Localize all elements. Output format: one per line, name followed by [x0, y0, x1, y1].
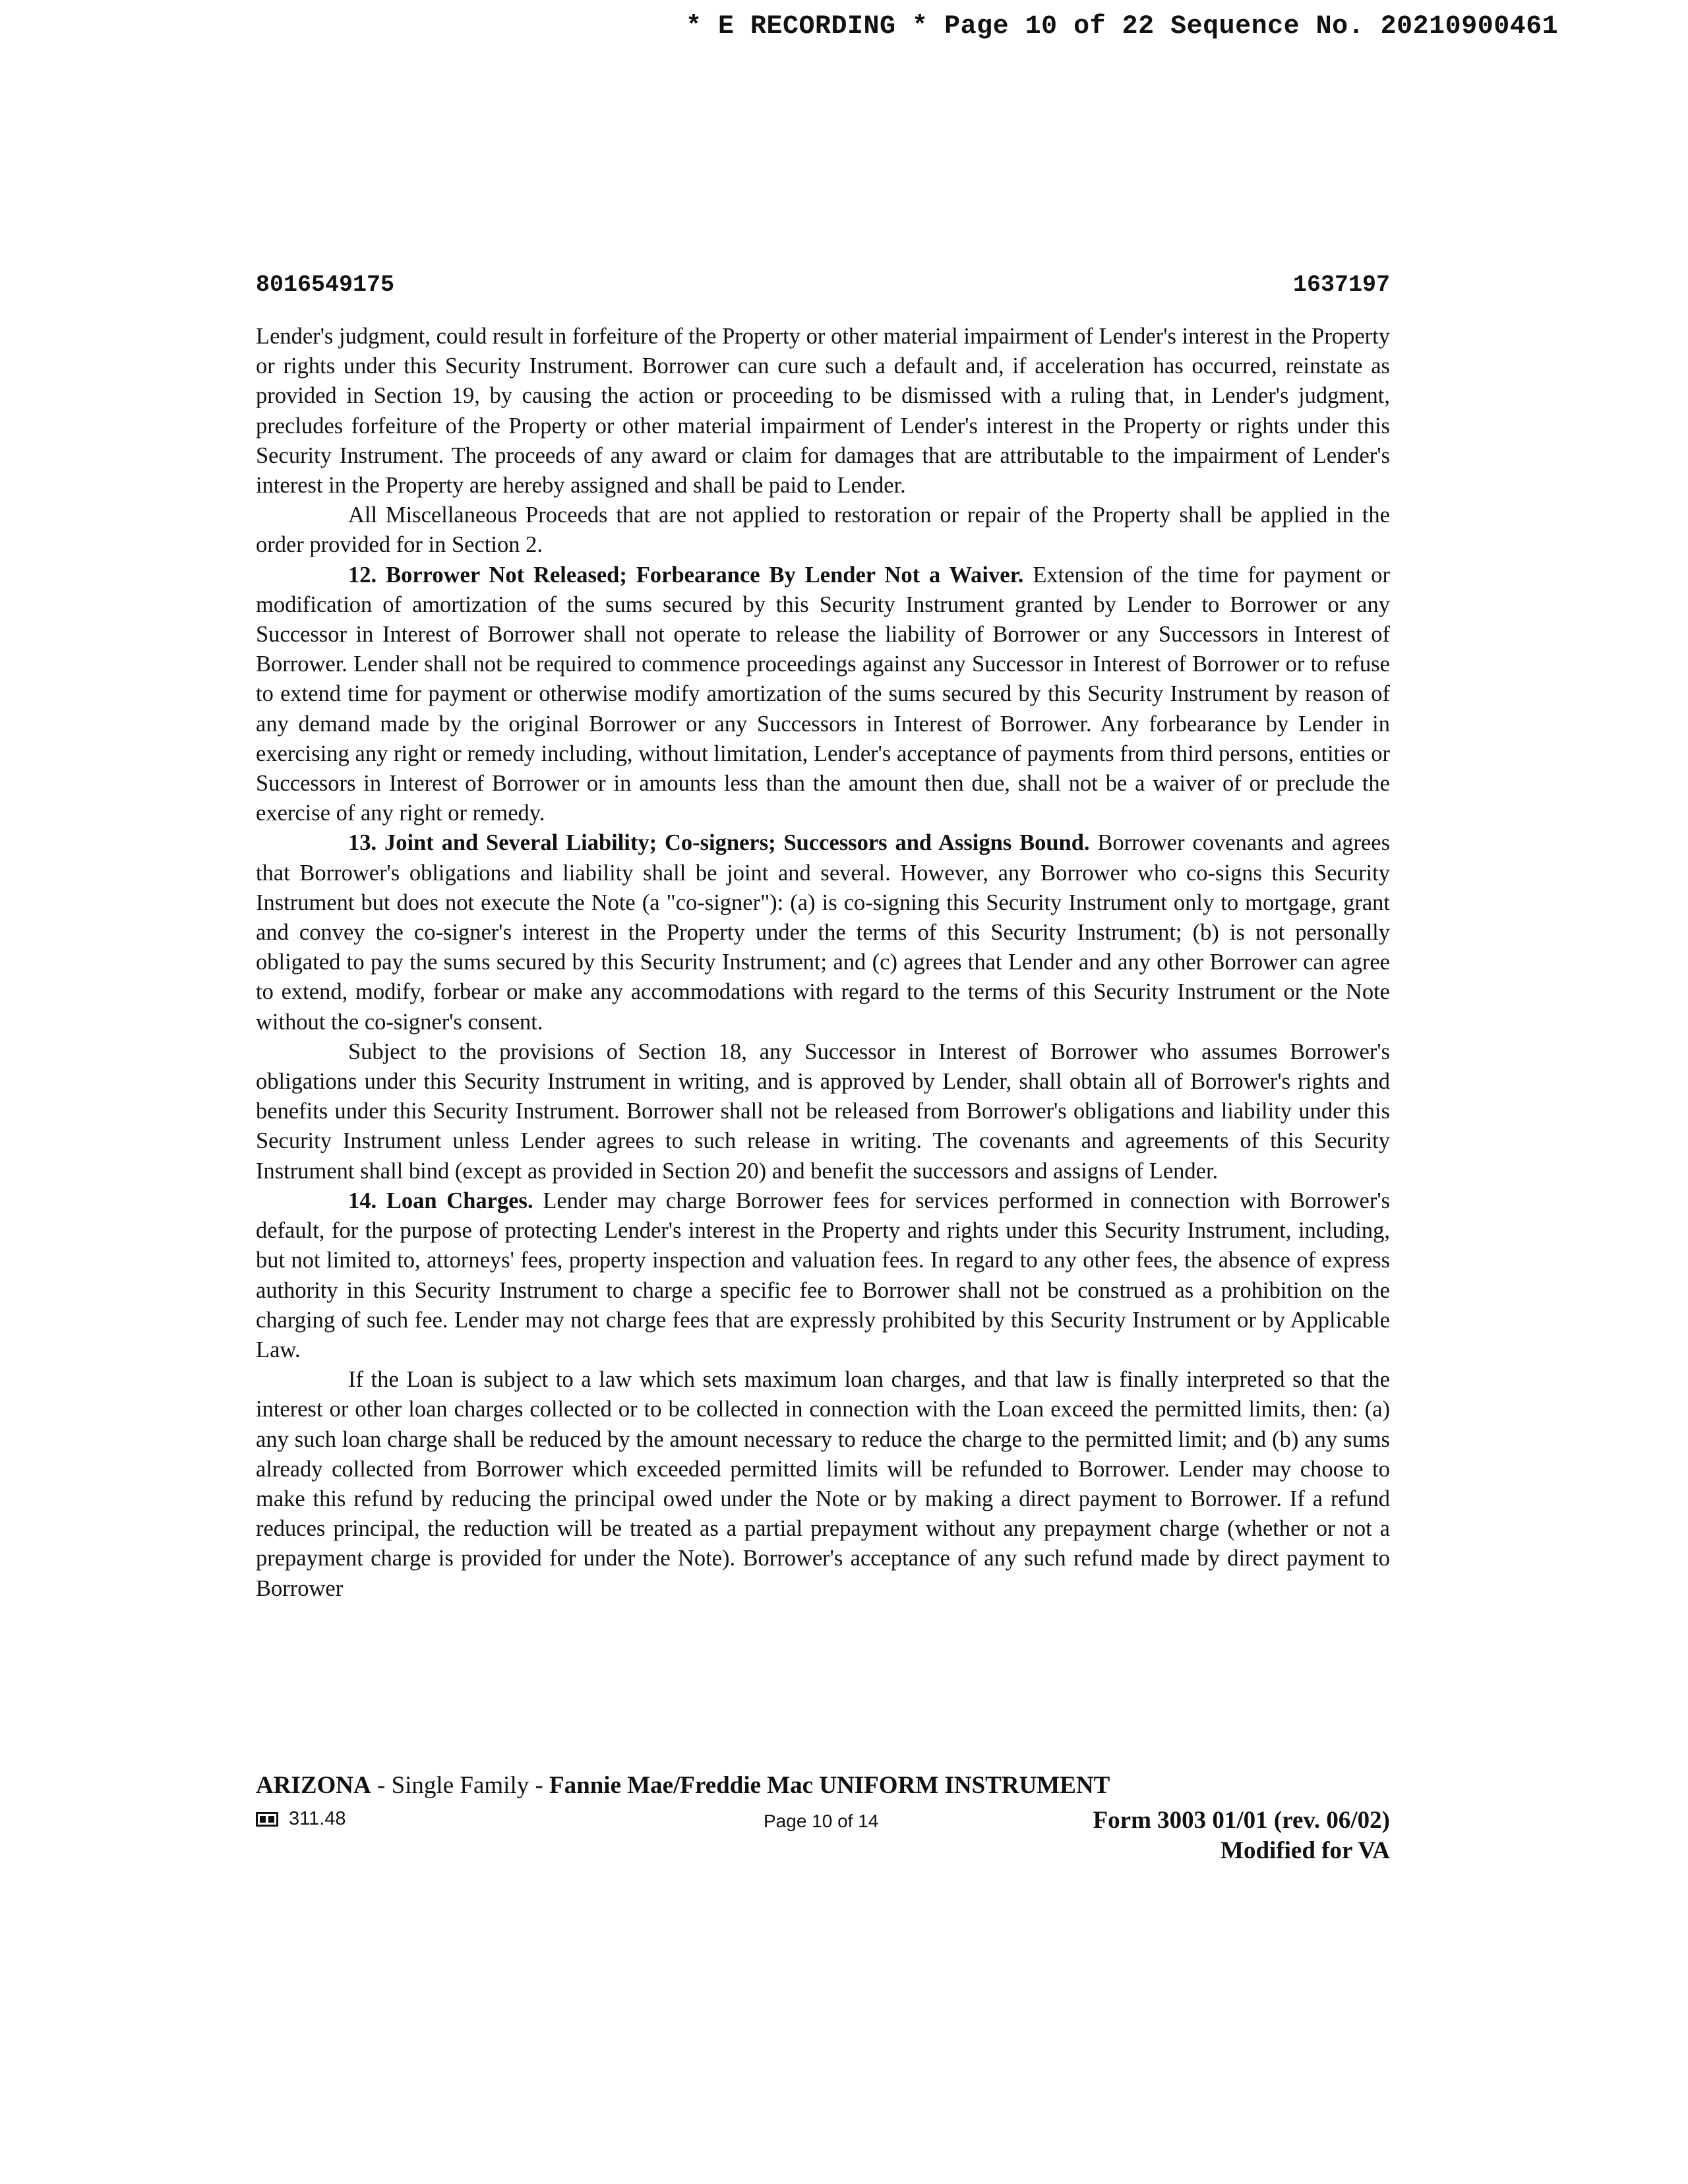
paragraph-text: All Miscellaneous Proceeds that are not applied to restoration or repair of the Property shall be applied in the order provided for in Section 2.	[256, 502, 1390, 558]
footer-code-text: 311.48	[289, 1808, 346, 1829]
paragraph-7	[256, 1365, 1390, 1604]
paragraph-1	[256, 322, 1390, 501]
paragraph-text: Extension of the time for payment or modification of amortization of the sums secured by this Security Instrument granted by Lender to Borrower or any Successor in Interest of Borrower shall not operate to release the liability of Borrower or any Successors in Interest of Borrower. Lender shall not be required to commence proceedings against any Successor in Interest of Borrower or to refuse to extend time for payment or otherwise modify amortization of the sums secured by this Security Instrument by reason of any demand made by the original Borrower or any Successors in Interest of Borrower. Any forbearance by Lender in exercising any right or remedy including, without limitation, Lender's acceptance of payments from third persons, entities or Successors in Interest of Borrower or in amounts less than the amount then due, shall not be a waiver of or preclude the exercise of any right or remedy.	[256, 562, 1390, 826]
loan-number-left: 8016549175	[256, 272, 395, 298]
footer-code	[256, 1808, 346, 1830]
loan-id-row	[256, 272, 1390, 305]
section-14	[256, 1186, 1390, 1365]
section-13	[256, 828, 1390, 1037]
section-heading: 12. Borrower Not Released; Forbearance By Lender Not a Waiver.	[348, 562, 1024, 588]
loan-number-right: 1637197	[1292, 272, 1390, 298]
section-12	[256, 561, 1390, 829]
footer-instrument: Fannie Mae/Freddie Mac UNIFORM INSTRUMENT	[549, 1772, 1110, 1799]
paragraph-2	[256, 501, 1390, 560]
footer-separator: - Single Family -	[371, 1772, 550, 1799]
footer-state: ARIZONA	[256, 1772, 371, 1799]
footer-modified: Modified for VA	[1221, 1837, 1390, 1864]
document-footer	[256, 1771, 1390, 1877]
footer-form-number: Form 3003 01/01 (rev. 06/02)	[1093, 1807, 1390, 1834]
section-heading: 13. Joint and Several Liability; Co-signers; Successors and Assigns Bound.	[348, 830, 1090, 856]
recording-header: * E RECORDING * Page 10 of 22 Sequence No. 20210900461	[686, 12, 1559, 42]
footer-page-number: Page 10 of 14	[764, 1811, 879, 1831]
footer-instrument-line	[256, 1771, 1110, 1800]
paragraph-5	[256, 1037, 1390, 1186]
document-body	[256, 322, 1390, 1604]
paragraph-text: Subject to the provisions of Section 18, any Successor in Interest of Borrower who assumes Borrower's obligations under this Security Instrument in writing, and is approved by Lender, shall obtain all of Borrower's rights and benefits under this Security Instrument. Borrower shall not be released from Borrower's obligations and liability under this Security Instrument unless Lender agrees to such release in writing. The covenants and agreements of this Security Instrument shall bind (except as provided in Section 20) and benefit the successors and assigns of Lender.	[256, 1039, 1390, 1184]
section-heading: 14. Loan Charges.	[348, 1188, 533, 1213]
paragraph-text: Lender may charge Borrower fees for services performed in connection with Borrower's default, for the purpose of protecting Lender's interest in the Property and rights under this Security Instrument, including, but not limited to, attorneys' fees, property inspection and valuation fees. In regard to any other fees, the absence of express authority in this Security Instrument to charge a specific fee to Borrower shall not be construed as a prohibition on the charging of such fee. Lender may not charge fees that are expressly prohibited by this Security Instrument or by Applicable Law.	[256, 1188, 1391, 1362]
paragraph-text: Borrower covenants and agrees that Borrower's obligations and liability shall be joint and several. However, any Borrower who co-signs this Security Instrument but does not execute the Note (a "co-signer"): (a) is co-signing this Security Instrument only to mortgage, grant and convey the co-signer's interest in the Property under the terms of this Security Instrument; (b) is not personally obligated to pay the sums secured by this Security Instrument; and (c) agrees that Lender and any other Borrower can agree to extend, modify, forbear or make any accommodations with regard to the terms of this Security Instrument or the Note without the co-signer's consent.	[256, 830, 1391, 1035]
form-vendor-logo-icon	[256, 1812, 278, 1827]
paragraph-text: Lender's judgment, could result in forfeiture of the Property or other material impairment of Lender's interest in the Property or rights under this Security Instrument. Borrower can cure such a default and, if acceleration has occurred, reinstate as provided in Section 19, by causing the action or proceeding to be dismissed with a ruling that, in Lender's judgment, precludes forfeiture of the Property or other material impairment of Lender's interest in the Property or rights under this Security Instrument. The proceeds of any award or claim for damages that are attributable to the impairment of Lender's interest in the Property are hereby assigned and shall be paid to Lender.	[256, 324, 1390, 499]
paragraph-text: If the Loan is subject to a law which sets maximum loan charges, and that law is finally interpreted so that the interest or other loan charges collected or to be collected in connection with the Loan exceed the permitted limits, then: (a) any such loan charge shall be reduced by the amount necessary to reduce the charge to the permitted limit; and (b) any sums already collected from Borrower which exceeded permitted limits will be refunded to Borrower. Lender may choose to make this refund by reducing the principal owed under the Note or by making a direct payment to Borrower. If a refund reduces principal, the reduction will be treated as a partial prepayment without any prepayment charge (whether or not a prepayment charge is provided for under the Note). Borrower's acceptance of any such refund made by direct payment to Borrower	[256, 1367, 1390, 1601]
footer-form-id	[1093, 1805, 1390, 1866]
